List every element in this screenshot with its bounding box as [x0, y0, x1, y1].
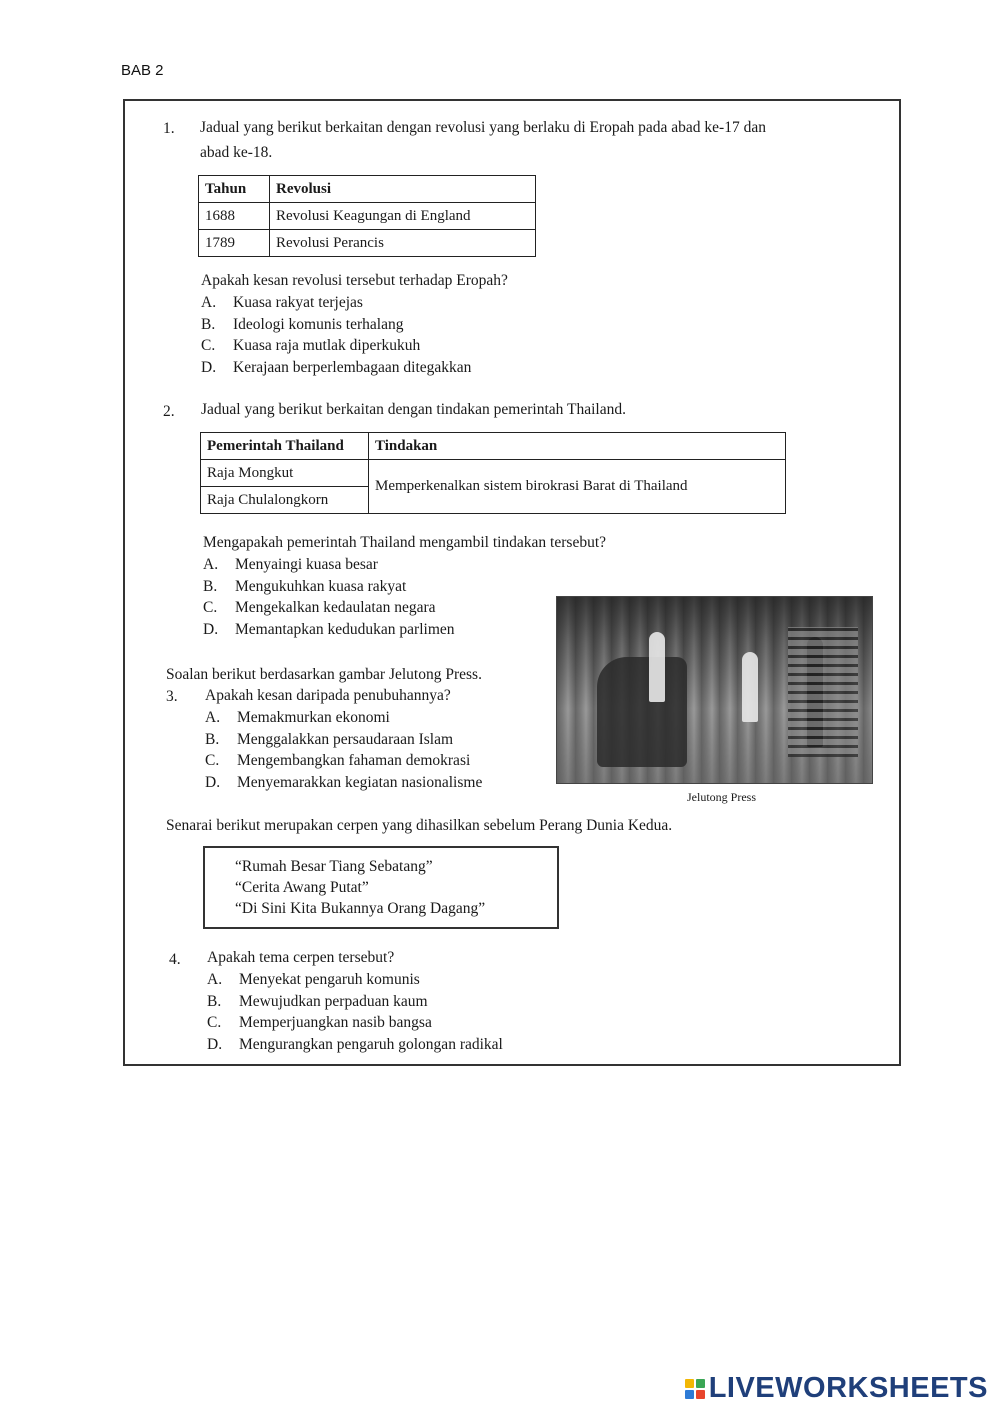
q4-options: [207, 969, 503, 1055]
logo-square: [685, 1390, 694, 1399]
option-text: Mengembangkan fahaman demokrasi: [237, 752, 471, 769]
option-text: Menggalakkan persaudaraan Islam: [237, 730, 454, 748]
q4-number: 4.: [169, 951, 181, 968]
q2-option-a[interactable]: [203, 554, 455, 576]
option-text: Memakmurkan ekonomi: [237, 709, 390, 726]
q1-options: [201, 292, 471, 378]
q1-table-cell: 1688: [199, 203, 270, 230]
option-text: Menyekat pengaruh komunis: [239, 971, 420, 988]
option-letter: A.: [205, 709, 221, 726]
option-letter: B.: [205, 730, 220, 748]
story-title: “Rumah Besar Tiang Sebatang”: [235, 858, 433, 875]
q2-table: [200, 432, 786, 514]
option-text: Menyemarakkan kegiatan nasionalisme: [237, 773, 483, 791]
option-letter: A.: [203, 556, 219, 573]
option-letter: B.: [201, 315, 216, 333]
type-shelf-shape: [788, 627, 858, 757]
q1-table-header-year: Tahun: [199, 176, 270, 203]
story-title: “Di Sini Kita Bukannya Orang Dagang”: [235, 900, 486, 917]
chapter-label: BAB 2: [121, 62, 164, 79]
q4-intro: Senarai berikut merupakan cerpen yang dihasilkan sebelum Perang Dunia Kedua.: [166, 817, 673, 834]
q1-stem-line1: Jadual yang berikut berkaitan dengan revolusi yang berlaku di Eropah pada abad ke-17 dan: [200, 119, 766, 136]
option-letter: D.: [203, 620, 219, 638]
option-letter: B.: [203, 577, 218, 595]
q2-table-ruler: Raja Chulalongkorn: [201, 487, 369, 514]
q3-number: 3.: [166, 688, 178, 705]
option-letter: C.: [205, 752, 220, 769]
q4-option-c[interactable]: [207, 1012, 503, 1034]
q1-option-b[interactable]: [201, 314, 471, 336]
option-letter: C.: [201, 337, 216, 354]
q1-table-header-revolution: Revolusi: [270, 176, 536, 203]
brand-name: LIVEWORKSHEETS: [708, 1372, 988, 1404]
q4-option-b[interactable]: [207, 991, 503, 1013]
option-letter: D.: [201, 358, 217, 376]
liveworksheets-grid-icon: [685, 1379, 705, 1399]
option-text: Menyaingi kuasa besar: [235, 556, 378, 573]
q3-options: [205, 707, 482, 793]
q1-number: 1.: [163, 120, 175, 137]
option-text: Mewujudkan perpaduan kaum: [239, 992, 428, 1010]
worker-figure: [742, 652, 758, 722]
option-text: Kuasa rakyat terjejas: [233, 294, 363, 311]
q1-table-cell: 1789: [199, 230, 270, 257]
q3-question: Apakah kesan daripada penubuhannya?: [205, 687, 451, 704]
logo-square: [696, 1379, 705, 1388]
q2-option-b[interactable]: [203, 576, 455, 598]
q3-option-d[interactable]: [205, 772, 482, 794]
option-letter: C.: [207, 1014, 222, 1031]
option-text: Mengukuhkan kuasa rakyat: [235, 577, 407, 595]
q3-option-b[interactable]: [205, 729, 482, 751]
option-text: Memantapkan kedudukan parlimen: [235, 620, 455, 638]
q2-table-header-action: Tindakan: [369, 433, 786, 460]
story-title: “Cerita Awang Putat”: [235, 879, 369, 896]
option-text: Kuasa raja mutlak diperkukuh: [233, 337, 421, 354]
option-letter: C.: [203, 599, 218, 616]
q2-number: 2.: [163, 403, 175, 420]
q4-question: Apakah tema cerpen tersebut?: [207, 949, 395, 966]
logo-square: [685, 1379, 694, 1388]
q2-options: [203, 554, 455, 640]
liveworksheets-logo[interactable]: [685, 1372, 988, 1405]
q1-table: [198, 175, 536, 257]
q2-table-ruler: Raja Mongkut: [201, 460, 369, 487]
story-list-box: [203, 846, 559, 929]
worker-figure: [649, 632, 665, 702]
q4-option-a[interactable]: [207, 969, 503, 991]
printing-machine-shape: [597, 657, 687, 767]
q2-option-c[interactable]: [203, 597, 455, 619]
q2-table-action: Memperkenalkan sistem birokrasi Barat di Thailand: [369, 460, 786, 514]
option-text: Mengekalkan kedaulatan negara: [235, 599, 436, 616]
option-letter: A.: [201, 294, 217, 311]
option-text: Ideologi komunis terhalang: [233, 315, 404, 333]
q2-table-header-ruler: Pemerintah Thailand: [201, 433, 369, 460]
q1-option-a[interactable]: [201, 292, 471, 314]
logo-square: [696, 1390, 705, 1399]
q1-option-d[interactable]: [201, 357, 471, 379]
q1-table-cell: Revolusi Perancis: [270, 230, 536, 257]
q2-stem: Jadual yang berikut berkaitan dengan tindakan pemerintah Thailand.: [201, 401, 626, 418]
q4-option-d[interactable]: [207, 1034, 503, 1056]
q3-option-c[interactable]: [205, 750, 482, 772]
q1-table-cell: Revolusi Keagungan di England: [270, 203, 536, 230]
q3-intro: Soalan berikut berdasarkan gambar Jelutong Press.: [166, 666, 482, 683]
option-letter: A.: [207, 971, 223, 988]
q1-question: Apakah kesan revolusi tersebut terhadap Eropah?: [201, 272, 508, 289]
photo-caption: Jelutong Press: [687, 790, 756, 804]
option-letter: B.: [207, 992, 222, 1010]
q3-option-a[interactable]: [205, 707, 482, 729]
option-text: Kerajaan berperlembagaan ditegakkan: [233, 358, 472, 376]
option-letter: D.: [207, 1035, 223, 1053]
q1-option-c[interactable]: [201, 335, 471, 357]
option-text: Memperjuangkan nasib bangsa: [239, 1014, 432, 1031]
jelutong-press-photo: [556, 596, 873, 784]
option-text: Mengurangkan pengaruh golongan radikal: [239, 1035, 503, 1053]
q2-question: Mengapakah pemerintah Thailand mengambil tindakan tersebut?: [203, 534, 607, 551]
q1-stem-line2: abad ke-18.: [200, 144, 273, 161]
q2-option-d[interactable]: [203, 619, 455, 641]
option-letter: D.: [205, 773, 221, 791]
